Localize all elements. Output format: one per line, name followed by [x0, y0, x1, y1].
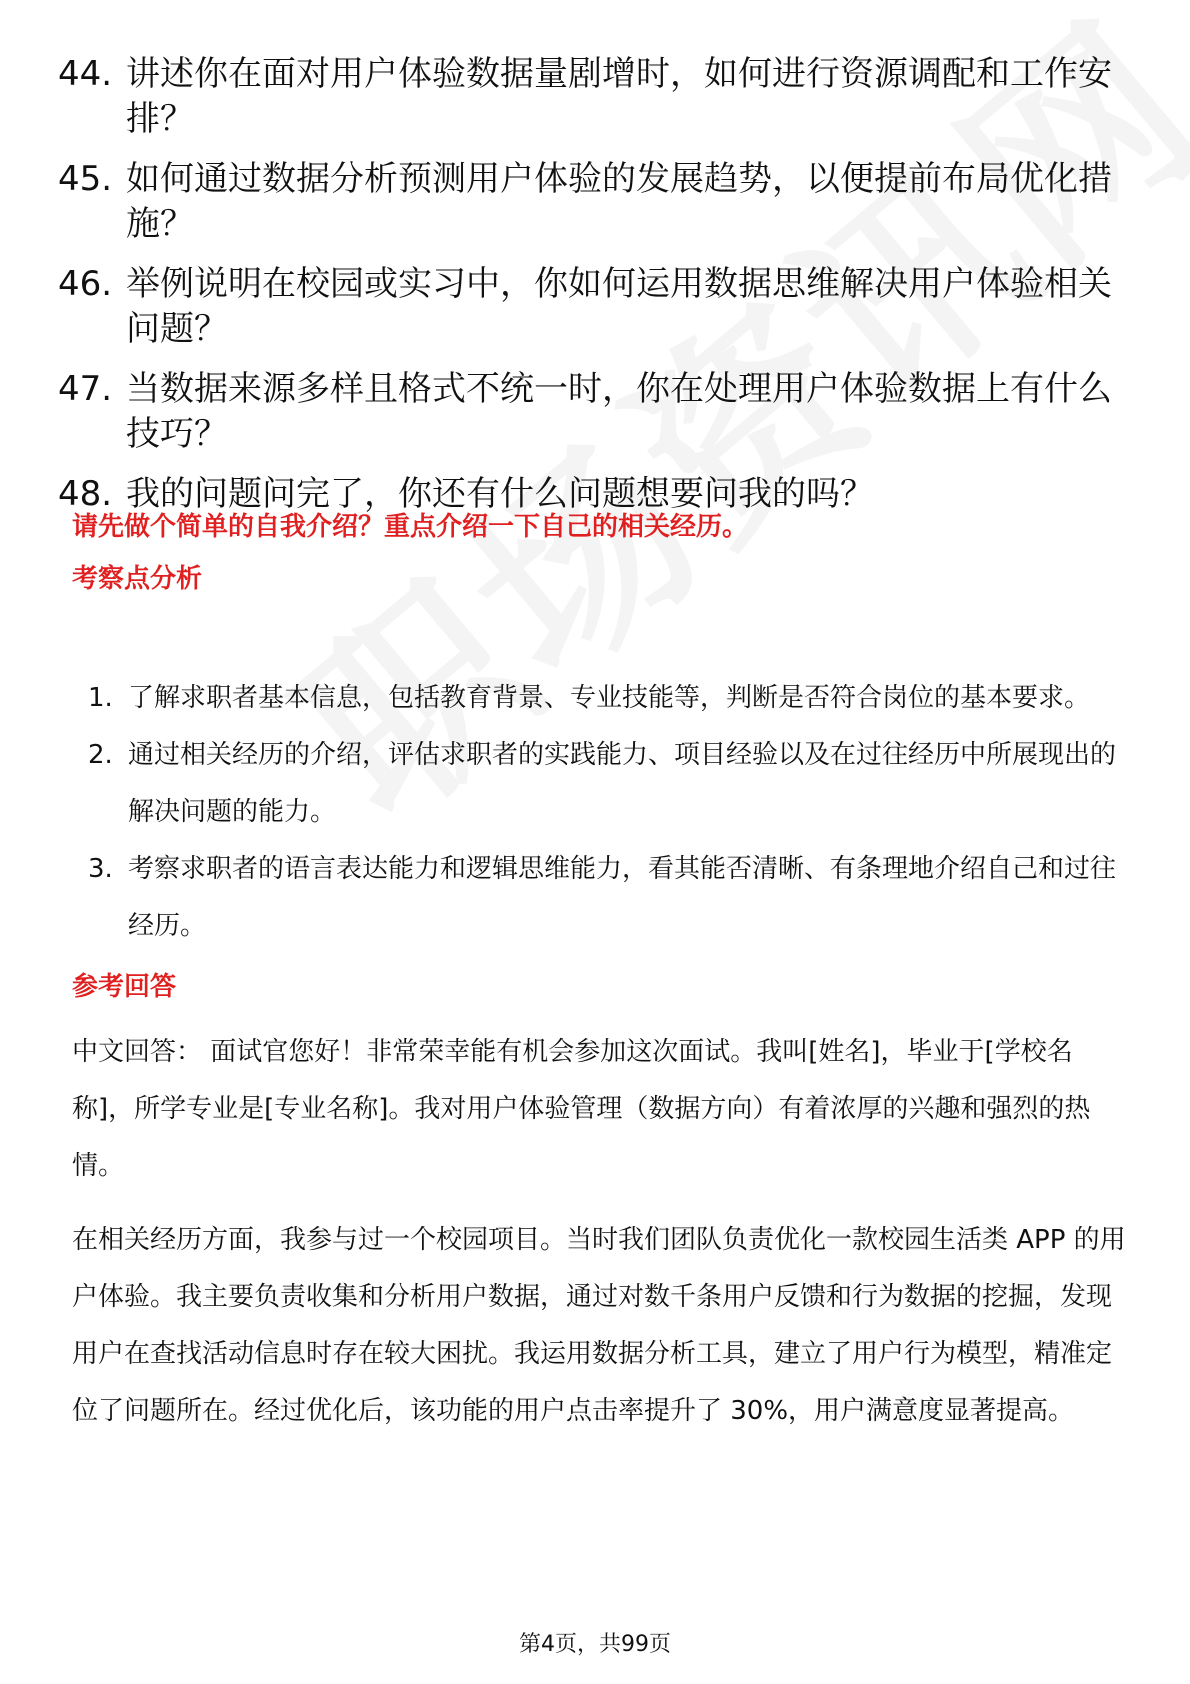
question-heading: 请先做个简单的自我介绍？重点介绍一下自己的相关经历。: [72, 512, 749, 542]
analysis-text: 通过相关经历的介绍，评估求职者的实践能力、项目经验以及在过往经历中所展现出的解决问题的能力。: [128, 740, 1117, 827]
question-item: [58, 367, 1138, 457]
question-text: 如何通过数据分析预测用户体验的发展趋势，以便提前布局优化措施？: [126, 159, 1112, 244]
question-number: 48.: [58, 474, 113, 514]
analysis-item: [72, 841, 1122, 955]
analysis-item: [72, 670, 1122, 727]
question-number: 44.: [58, 54, 113, 94]
question-text: 当数据来源多样且格式不统一时，你在处理用户体验数据上有什么技巧？: [126, 369, 1112, 454]
analysis-item: [72, 727, 1122, 841]
question-text: 举例说明在校园或实习中，你如何运用数据思维解决用户体验相关问题？: [126, 264, 1112, 349]
question-item: [58, 157, 1138, 247]
question-text: 讲述你在面对用户体验数据量剧增时，如何进行资源调配和工作安排？: [126, 54, 1112, 139]
analysis-number: 1.: [88, 683, 113, 713]
question-number: 46.: [58, 264, 113, 304]
analysis-text: 了解求职者基本信息，包括教育背景、专业技能等，判断是否符合岗位的基本要求。: [128, 683, 1091, 713]
analysis-number: 2.: [88, 740, 113, 770]
question-number: 45.: [58, 159, 113, 199]
question-list: [58, 52, 1138, 532]
page-footer: 第4页，共99页: [519, 1632, 671, 1657]
analysis-heading: 考察点分析: [72, 564, 203, 594]
answer-paragraph: 在相关经历方面，我参与过一个校园项目。当时我们团队负责优化一款校园生活类 APP 的用户体验。我主要负责收集和分析用户数据，通过对数千条用户反馈和行为数据的挖掘，发现用户在查找活动信息时存在较大困扰。我运用数据分析工具，建立了用户行为模型，精准定位了问题所在。经过优化后，该功能的用户点击率提升了 30%，用户满意度显著提高。: [72, 1225, 1126, 1426]
question-number: 47.: [58, 369, 113, 409]
question-item: [58, 262, 1138, 352]
question-text: 我的问题问完了，你还有什么问题想要问我的吗？: [126, 474, 874, 514]
question-item: [58, 52, 1138, 142]
answer-heading: 参考回答: [72, 972, 177, 1002]
analysis-text: 考察求职者的语言表达能力和逻辑思维能力，看其能否清晰、有条理地介绍自己和过往经历。: [128, 854, 1117, 941]
analysis-list: [72, 670, 1122, 955]
analysis-number: 3.: [88, 854, 113, 884]
answer-paragraph: 中文回答： 面试官您好！非常荣幸能有机会参加这次面试。我叫[姓名]，毕业于[学校名称]，所学专业是[专业名称]。我对用户体验管理（数据方向）有着浓厚的兴趣和强烈的热情。: [72, 1037, 1091, 1181]
